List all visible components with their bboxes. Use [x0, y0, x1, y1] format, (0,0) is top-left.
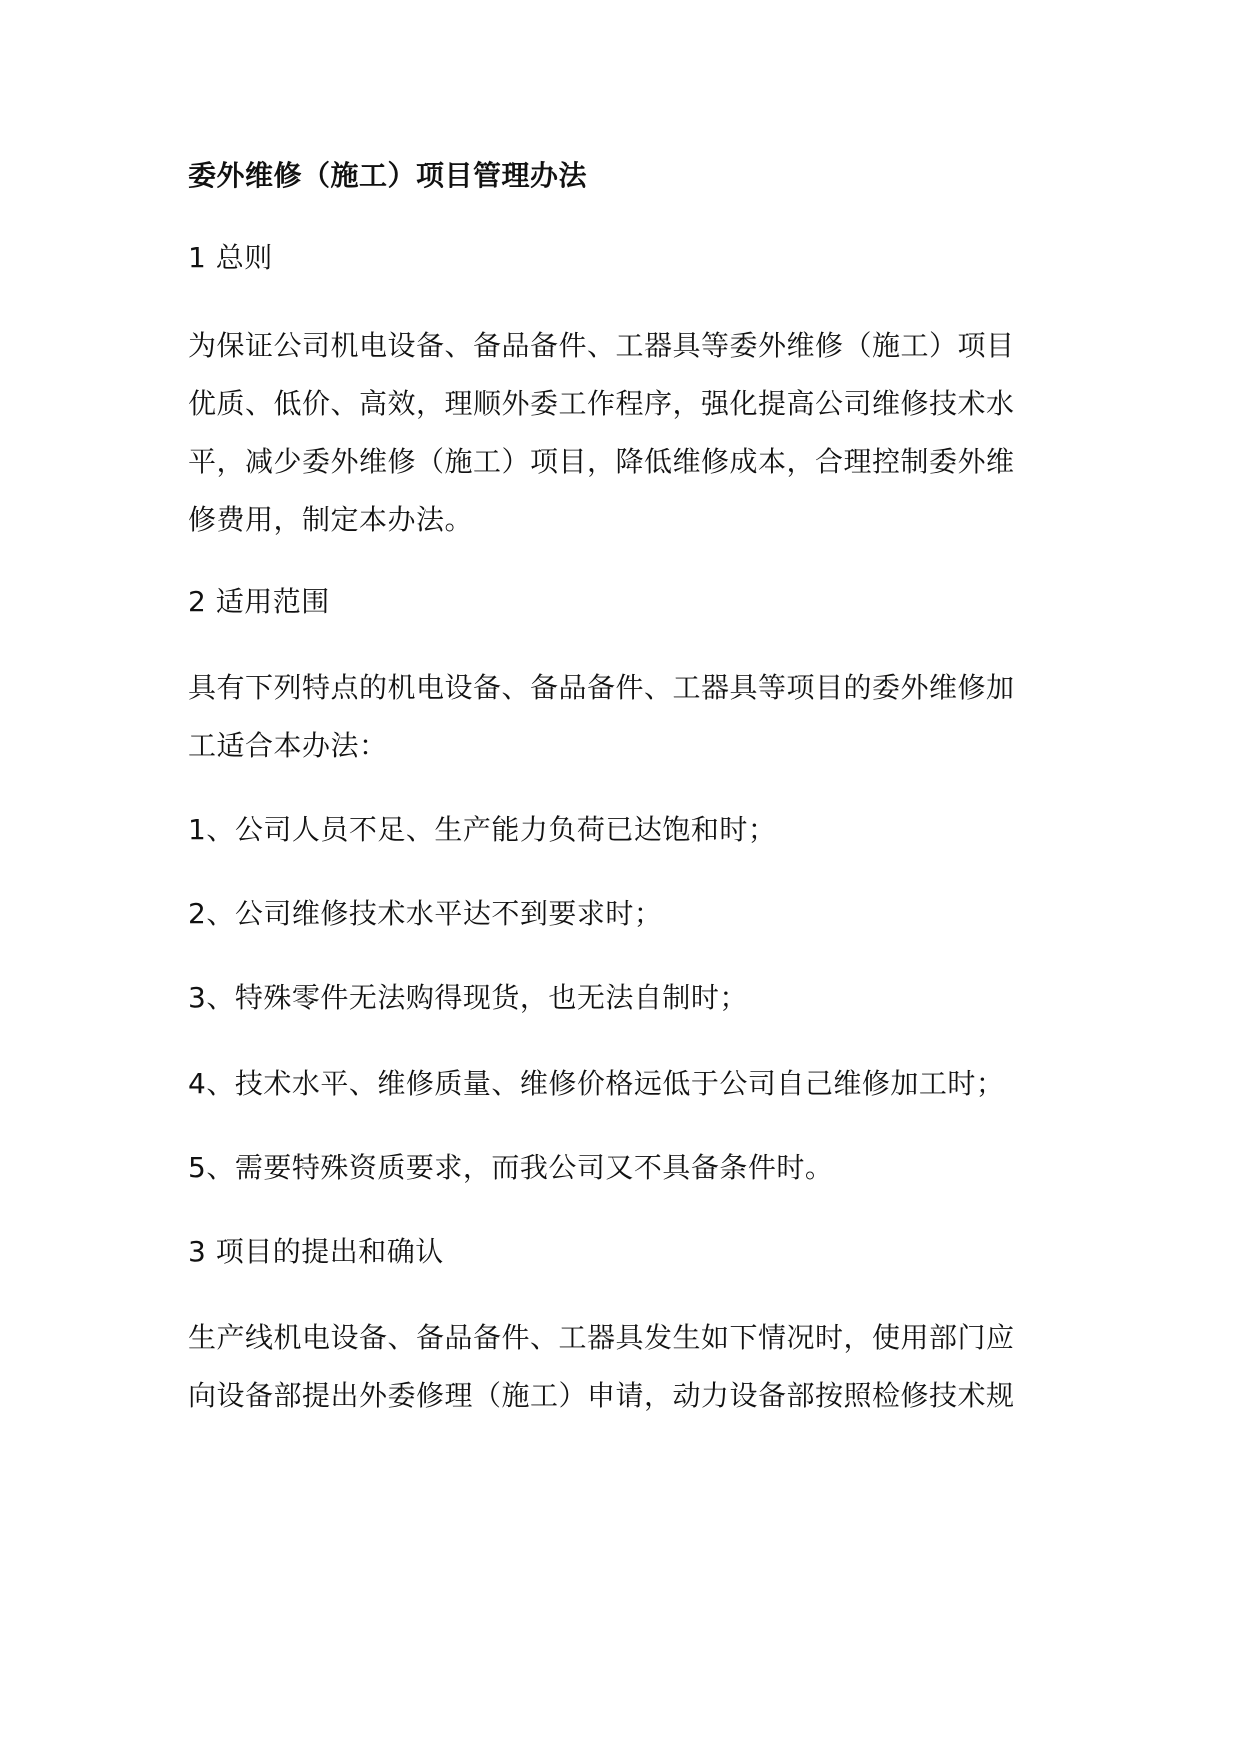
section-heading-proposal: 3 项目的提出和确认 [188, 1235, 444, 1268]
paragraph-line: 工适合本办法： [188, 729, 388, 762]
paragraph-line: 优质、低价、高效，理顺外委工作程序，强化提高公司维修技术水 [188, 387, 1015, 420]
paragraph-line: 平，减少委外维修（施工）项目，降低维修成本，合理控制委外维 [188, 445, 1015, 478]
paragraph-line: 具有下列特点的机电设备、备品备件、工器具等项目的委外维修加 [188, 671, 1015, 704]
section-heading-general: 1 总则 [188, 241, 273, 274]
paragraph-line: 向设备部提出外委修理（施工）申请，动力设备部按照检修技术规 [188, 1379, 1015, 1412]
paragraph-line: 修费用，制定本办法。 [188, 503, 474, 536]
list-item: 1、公司人员不足、生产能力负荷已达饱和时； [188, 813, 777, 846]
section-heading-scope: 2 适用范围 [188, 585, 330, 618]
list-item: 4、技术水平、维修质量、维修价格远低于公司自己维修加工时； [188, 1067, 1005, 1100]
list-item: 2、公司维修技术水平达不到要求时； [188, 897, 663, 930]
list-item: 3、特殊零件无法购得现货，也无法自制时； [188, 981, 748, 1014]
paragraph-line: 生产线机电设备、备品备件、工器具发生如下情况时，使用部门应 [188, 1321, 1015, 1354]
list-item: 5、需要特殊资质要求，而我公司又不具备条件时。 [188, 1151, 834, 1184]
document-title: 委外维修（施工）项目管理办法 [188, 159, 588, 192]
paragraph-line: 为保证公司机电设备、备品备件、工器具等委外维修（施工）项目 [188, 329, 1015, 362]
